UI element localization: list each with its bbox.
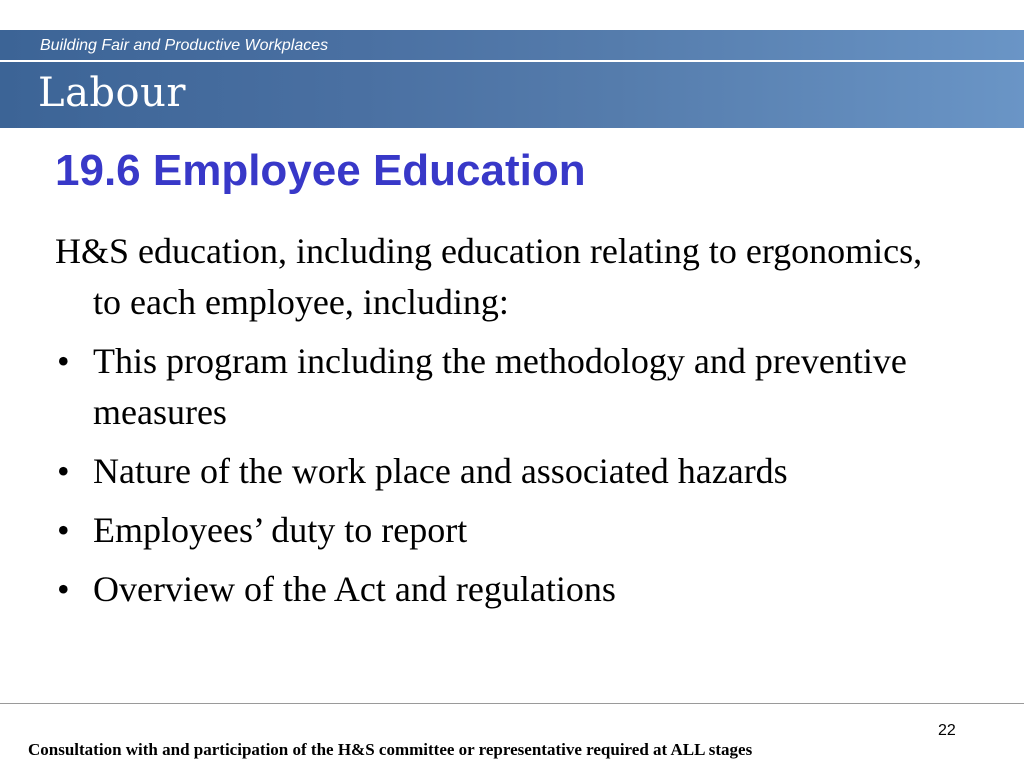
bullet-text: Overview of the Act and regulations	[93, 569, 616, 609]
bullet-item	[55, 564, 955, 615]
bullet-item	[55, 505, 955, 556]
labour-logo: Labour	[38, 70, 186, 116]
header-banner	[0, 30, 1024, 128]
bullet-list	[55, 336, 955, 615]
bullet-icon: •	[57, 451, 70, 491]
bullet-text: Employees’ duty to report	[93, 510, 468, 550]
banner-tagline: Building Fair and Productive Workplaces	[40, 37, 329, 54]
bullet-item	[55, 446, 955, 497]
banner-divider	[0, 60, 1024, 62]
bullet-icon: •	[57, 510, 70, 550]
footer-note: Consultation with and participation of the H&S committee or representative required at ALL stages	[28, 740, 753, 759]
bullet-item	[55, 336, 955, 438]
top-margin	[0, 0, 1024, 30]
slide-body	[55, 226, 955, 615]
intro-text: H&S education, including education relating to ergonomics, to each employee, including:	[55, 231, 923, 322]
footer-divider	[0, 703, 1024, 704]
bullet-icon: •	[57, 341, 70, 381]
bullet-text: Nature of the work place and associated hazards	[93, 451, 788, 491]
bullet-icon: •	[57, 569, 70, 609]
bullet-text: This program including the methodology and preventive measures	[93, 341, 907, 432]
page-number: 22	[938, 722, 956, 739]
slide-title: 19.6 Employee Education	[55, 146, 586, 195]
